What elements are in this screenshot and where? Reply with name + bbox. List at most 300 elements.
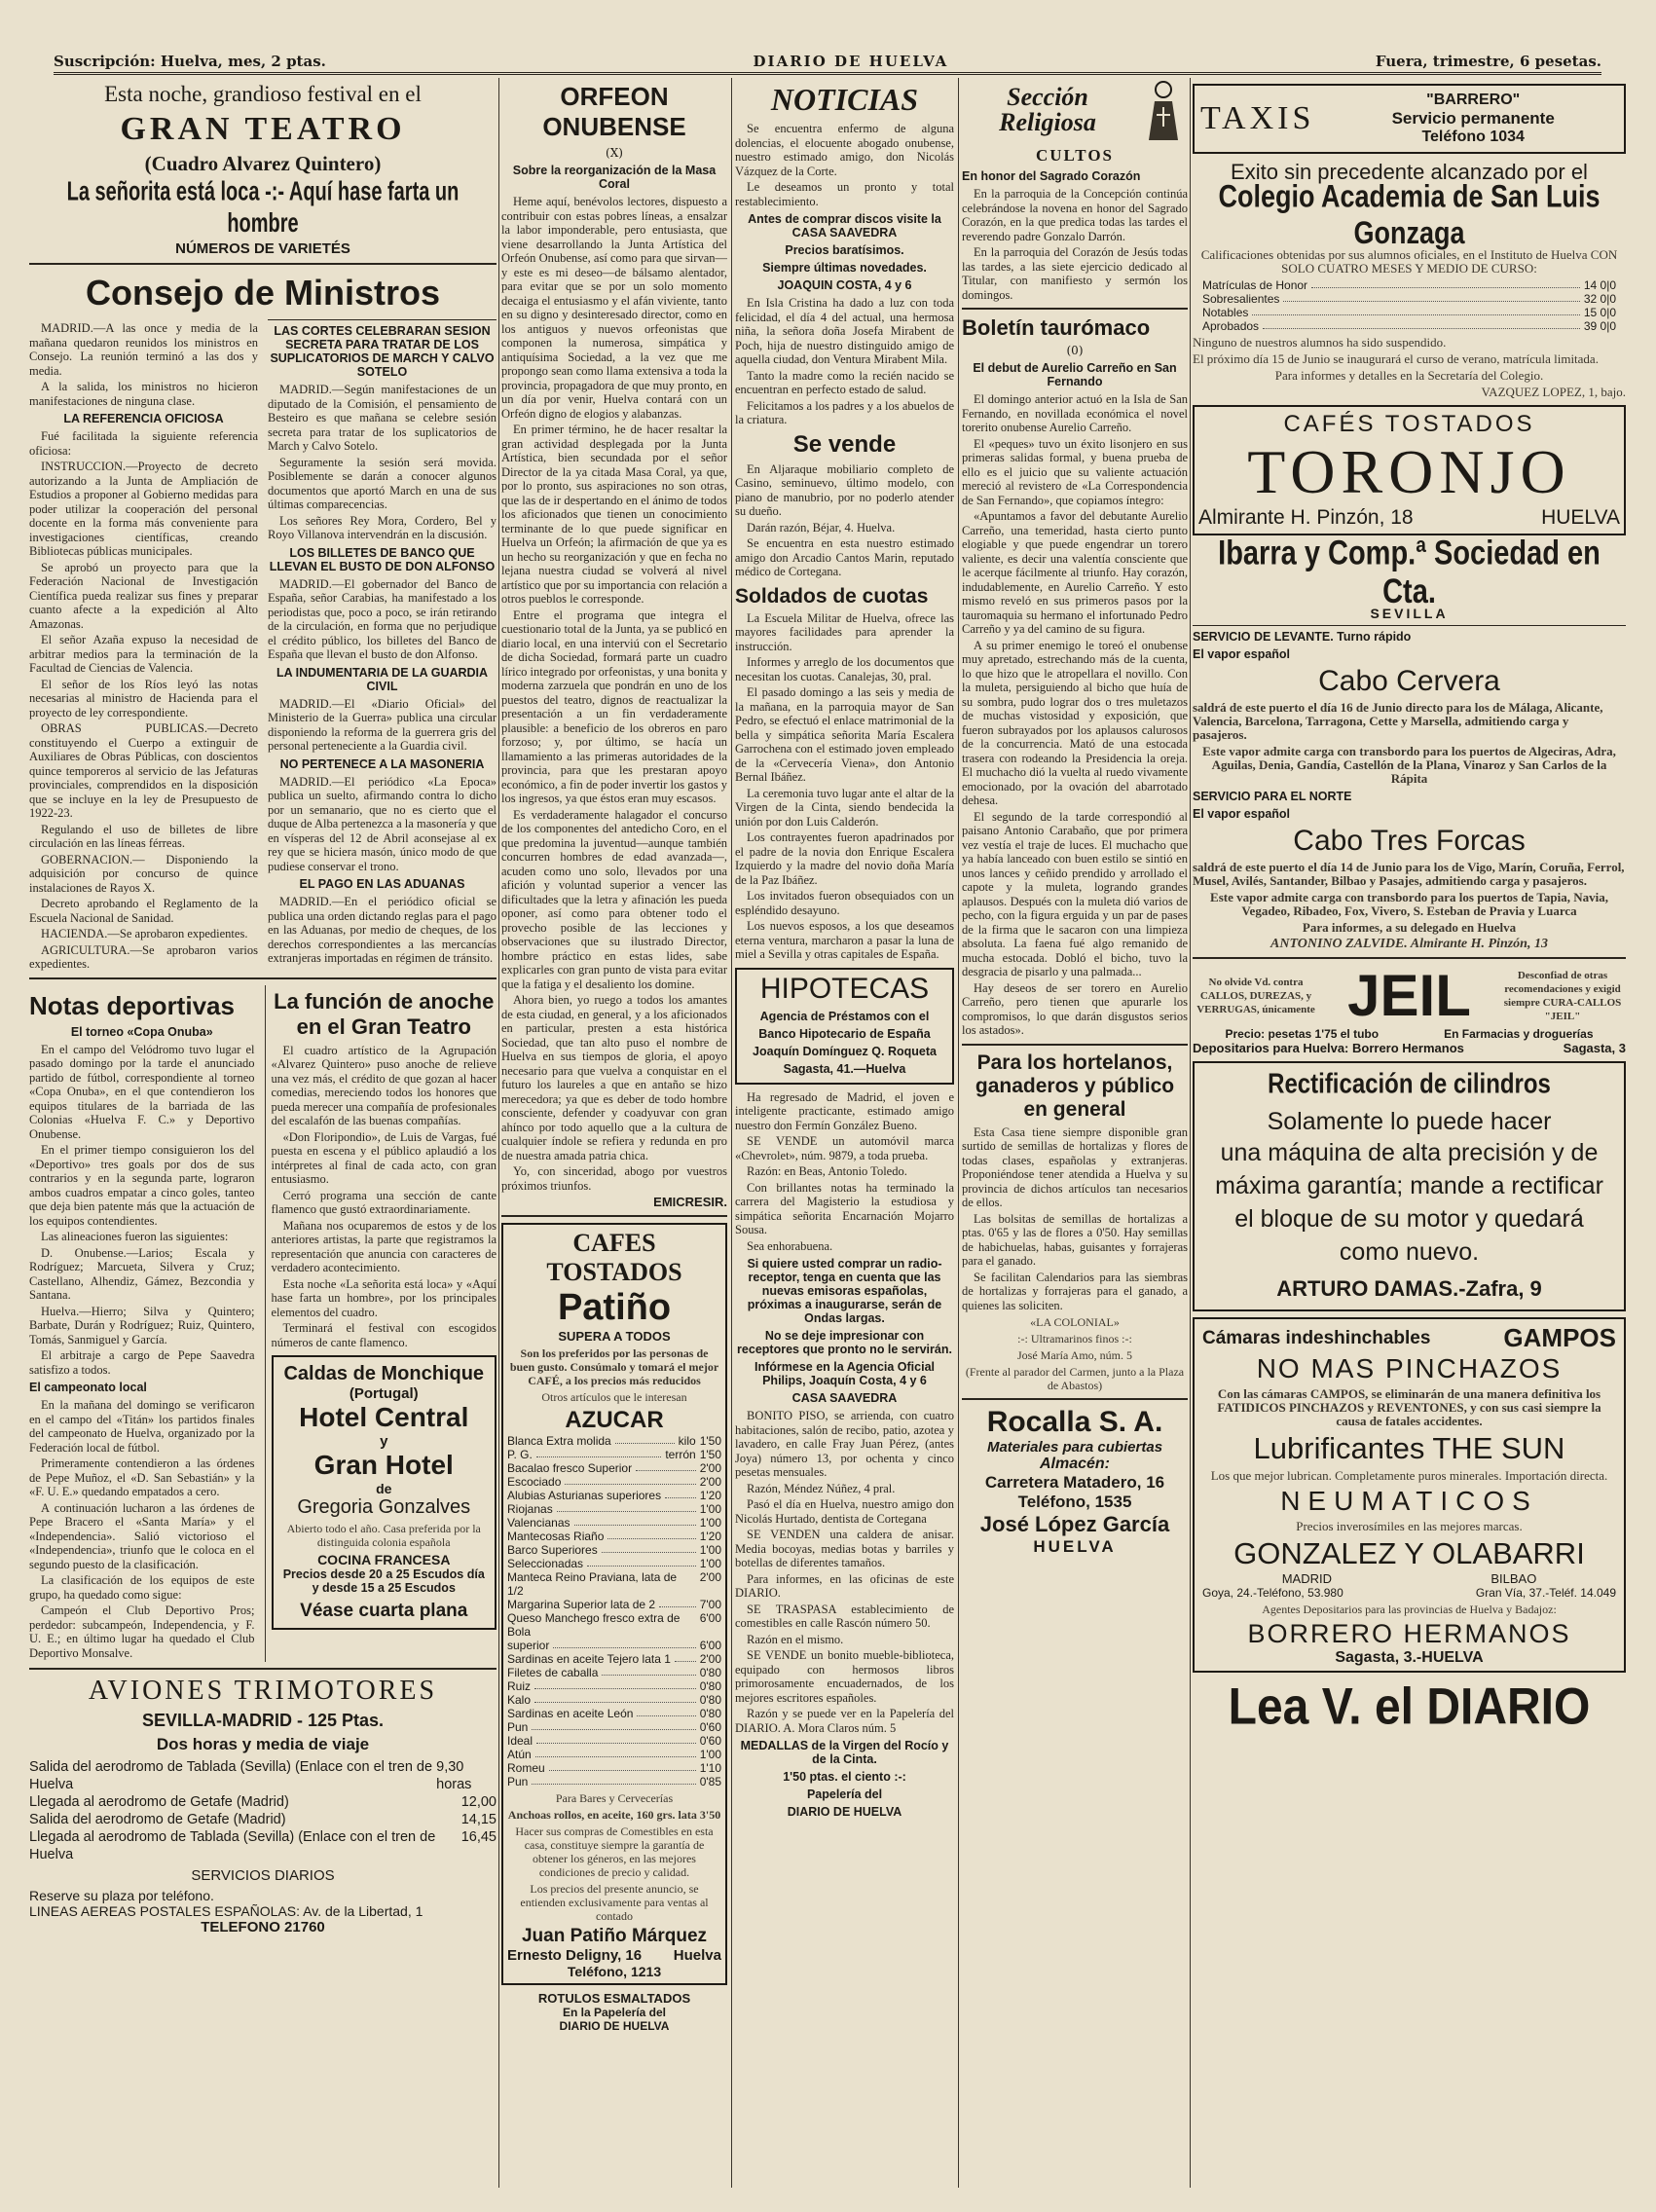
theatre-varietes: NÚMEROS DE VARIETÉS: [175, 240, 350, 257]
price-row: [507, 1434, 721, 1448]
price-value: 0'80: [699, 1693, 721, 1707]
campos-cities: [1202, 1571, 1616, 1586]
article-paragraph: El pasado domingo a las seis y media de la mañana, en la parroquia mayor de San Pedro, se efectuó el enlace matrimonial de la bella y simpática señorita María Escalera Garrochena con el estimado joven empleado de la «Cervecería Viena», don Antonio Bernal Ibáñez.: [735, 685, 954, 784]
article-subhead: El campeonato local: [29, 1381, 147, 1394]
article-paragraph: A la salida, los ministros no hicieron manifestaciones de ninguna clase.: [29, 380, 258, 408]
price-value: 0'60: [699, 1734, 721, 1748]
ad-line: Gran Vía, 37.-Teléf. 14.049: [1475, 1586, 1616, 1600]
ad-line: Anchoas rollos, en aceite, 160 grs. lata 3'50: [507, 1808, 721, 1822]
ad-line: El vapor español: [1193, 807, 1291, 821]
price-value: 0'80: [699, 1666, 721, 1679]
ad-line: Con las cámaras CAMPOS, se eliminarán de una manera definitiva los FATIDICOS PINCHAZOS y REVENTONES, y con sus casi siempre la causa de fatales accidentes.: [1217, 1386, 1601, 1428]
price-value: 15 0|0: [1583, 306, 1616, 319]
price-item: Kalo: [507, 1693, 532, 1707]
ad-line: No se deje impresionar con receptores que pronto no le servirán.: [737, 1329, 952, 1356]
column-divider: [498, 78, 499, 2188]
ad-line: MADRID: [1281, 1571, 1332, 1586]
dot-leader: [1252, 306, 1579, 315]
price-value: 1'50: [699, 1448, 721, 1461]
notas-title: Notas deportivas: [29, 990, 235, 1020]
ad-line: (Frente al parador del Carmen, junto a la Plaza de Abastos): [965, 1365, 1185, 1392]
price-list: [507, 1434, 721, 1788]
schedule-label: Llegada al aerodromo de Tablada (Sevilla) (Enlace con el tren de Huelva: [29, 1829, 436, 1862]
column-3: [735, 78, 954, 2188]
ad-line: AZUCAR: [565, 1407, 664, 1433]
article-paragraph: MADRID.—Según manifestaciones de un diputado de la Comisión, el pensamiento de Besteiro es que mañana se celebre sesión secreta para tratar de los suplicatorios de March y Calvo Sotelo.: [268, 383, 497, 453]
ad-line: HIPOTECAS: [759, 972, 930, 1005]
ad-line: Caldas de Monchique: [283, 1363, 485, 1384]
ad-line: Sagasta, 3.-HUELVA: [1335, 1649, 1484, 1666]
schedule-row: [29, 1828, 497, 1863]
theatre-name: GRAN TEATRO: [120, 111, 406, 147]
article-paragraph: AGRICULTURA.—Se aprobaron varios expedientes.: [29, 942, 258, 971]
ad-line: MEDALLAS de la Virgen del Rocío y de la Cinta.: [740, 1739, 949, 1766]
ad-line: TORONJO: [1247, 437, 1571, 506]
ad-line: Los que mejor lubrican. Completamente puros minerales. Importación directa.: [1210, 1468, 1608, 1483]
dot-leader: [534, 1693, 696, 1703]
article-paragraph: Darán razón, Béjar, 4. Huelva.: [747, 520, 896, 535]
dot-leader: [535, 1748, 696, 1757]
article-paragraph: Esta noche «La señorita está loca» y «Aquí hase farta un hombre», por los principales elementos del cuadro.: [271, 1276, 497, 1319]
price-item: Pun: [507, 1775, 529, 1788]
article-subhead: El debut de Aurelio Carreño en San Fernando: [973, 361, 1177, 388]
price-row: [507, 1761, 721, 1775]
ad-line: NO MAS PINCHAZOS: [1256, 1353, 1563, 1383]
ad-line: El vapor español: [1193, 647, 1291, 661]
ad-line: BORRERO HERMANOS: [1247, 1619, 1571, 1648]
ad-line: Colegio Academia de San Luis Gonzaga: [1218, 178, 1601, 250]
article-paragraph: En la mañana del domingo se verificaron en el campo del «Titán» los partidos finales del campeonato de Huelva, organizado por la Federación local de fútbol.: [29, 1398, 255, 1455]
ad-line: Para informes, a su delegado en Huelva: [1302, 920, 1517, 935]
column-divider: [1190, 78, 1191, 2188]
price-row: [507, 1461, 721, 1475]
ad-line: :-: Ultramarinos finos :-:: [1017, 1332, 1132, 1346]
ad-line: una máquina de alta precisión y de máxima garantía; mande a rectificar el bloque de su motor y quedará como nuevo.: [1215, 1139, 1603, 1266]
dot-leader: [1311, 278, 1580, 288]
dot-leader: [536, 1448, 662, 1457]
ad-line: JOAQUIN COSTA, 4 y 6: [777, 278, 912, 292]
ad-line: Son los preferidos por las personas de buen gusto. Consúmalo y tomará el mejor CAFÉ, a los precios más reducidos: [509, 1346, 719, 1387]
price-row: [507, 1666, 721, 1679]
article-paragraph: SE TRASPASA establecimiento de comestibles en calle Rascón número 50.: [735, 1602, 954, 1630]
dot-leader: [574, 1516, 696, 1526]
cultos-title: CULTOS: [1035, 146, 1115, 165]
ad-line: Para informes y detalles en la Secretaría del Colegio.: [1274, 368, 1544, 383]
price-value: 1'20: [699, 1530, 721, 1543]
article-paragraph: La ceremonia tuvo lugar ante el altar de la Virgen de la Cinta, siendo bendecida la unión por don Luis Calderón.: [735, 786, 954, 829]
price-item: Margarina Superior lata de 2: [507, 1598, 656, 1611]
price-row: [507, 1707, 721, 1720]
ad-line: Servicio permanente: [1391, 109, 1555, 128]
price-item: Matrículas de Honor: [1202, 278, 1308, 292]
article-paragraph: Huelva.—Hierro; Silva y Quintero; Barbate, Durán y Rodríguez; Ruiz, Quintero, Tomás, Sanmiguel y García.: [29, 1304, 255, 1346]
price-value: 0'80: [699, 1679, 721, 1693]
jeil-prices: [1193, 1027, 1626, 1041]
article-paragraph: Pasó el día en Huelva, nuestro amigo don Nicolás Hurtado, dentista de Cortegana: [735, 1497, 954, 1526]
price-row: [1202, 292, 1616, 306]
price-value: 1'00: [699, 1748, 721, 1761]
masoneria-title: NO PERTENECE A LA MASONERIA: [279, 756, 485, 771]
schedule-row: [29, 1758, 497, 1793]
article-paragraph: Razón y se puede ver en la Papelería del DIARIO. A. Mora Claros núm. 5: [735, 1707, 954, 1735]
toronjo-ad: [1193, 405, 1626, 535]
ad-line: Ninguno de nuestros alumnos ha sido suspendido.: [1193, 335, 1447, 350]
ad-line: 1'50 ptas. el ciento :-:: [783, 1770, 906, 1784]
article-paragraph: SE VENDEN una caldera de anisar. Media bocoyas, medias botas y barriles y botellas de diferentes tamaños.: [735, 1528, 954, 1569]
ad-line: José María Amo, núm. 5: [1017, 1348, 1132, 1362]
article-paragraph: En la parroquia de la Concepción continúa celebrándose la novena en honor del Sagrado Corazón, en la que predica todas las tardes el reverendo padre Gonzalo Darrón.: [962, 187, 1188, 243]
ad-line: GONZALEZ Y OLABARRI: [1233, 1536, 1585, 1570]
aviones-route: SEVILLA-MADRID - 125 Ptas.: [141, 1711, 385, 1730]
dot-leader: [532, 1720, 695, 1730]
price-item: Mantecosas Riaño: [507, 1530, 605, 1543]
ad-line: Precios desde 20 a 25 Escudos día y desde 15 a 25 Escudos: [282, 1567, 485, 1595]
article-paragraph: Le deseamos un pronto y total restablecimiento.: [735, 180, 954, 208]
article-paragraph: El señor de los Ríos leyó las notas necesarias al ministro de Hacienda para el proyecto de ley correspondiente.: [29, 677, 258, 719]
ad-line: Si quiere usted comprar un radio-receptor, tenga en cuenta que las nuevas emisoras españolas, próximas a inaugurarse, serán de Ondas largas.: [747, 1257, 942, 1325]
hipotecas-ad: [735, 968, 954, 1085]
price-unit: kilo: [678, 1434, 696, 1448]
ad-line: VAZQUEZ LOPEZ, 1, bajo.: [1481, 385, 1626, 399]
schedule-time: 16,45: [460, 1829, 497, 1845]
price-row: [507, 1598, 721, 1611]
price-value: 0'85: [699, 1775, 721, 1788]
diario-ad: Lea V. el DIARIO: [1228, 1678, 1591, 1736]
article-paragraph: Tanto la madre como la recién nacido se encuentran en perfecto estado de salud.: [735, 368, 954, 396]
rocalla-ad: [962, 1406, 1188, 1557]
schedule-time: 9,30 horas: [436, 1759, 472, 1792]
ad-line: Gregoria Gonzalves: [297, 1496, 471, 1518]
ad-line: En Farmacias y droguerías: [1444, 1027, 1594, 1041]
article-paragraph: Se encuentra enfermo de alguna dolencias, el elocuente abogado onubense, nuestro estimado amigo, don Nicolás Vázquez de la Corte.: [735, 122, 954, 178]
price-row: [507, 1693, 721, 1707]
article-paragraph: En el campo del Velódromo tuvo lugar el pasado domingo por la tarde el anunciado partido de fútbol, correspondiente al torneo «Copa Onuba», en el que contendieron los equipos titulares de la barriada de las Colonias «Huelva F. C.» y Deportivo Onubense.: [29, 1042, 255, 1141]
article-paragraph: SE VENDE un bonito mueble-biblioteca, equipado con hermosos libros primorosamente encuadernados, de los mejores escritores españoles.: [735, 1648, 954, 1705]
price-value: 1'00: [699, 1502, 721, 1516]
article-paragraph: Razón en el mismo.: [747, 1632, 844, 1646]
notas-column: [29, 985, 255, 1663]
article-paragraph: El arbitraje a cargo de Pepe Saavedra satisfizo a todos.: [29, 1348, 255, 1377]
theatre-company: (Cuadro Alvarez Quintero): [144, 152, 382, 175]
column-divider: [731, 78, 732, 2188]
ad-line: Goya, 24.-Teléfono, 53.980: [1202, 1586, 1343, 1600]
hortelanos-title: Para los hortelanos, ganaderos y público en general: [975, 1051, 1175, 1121]
article-paragraph: Regulando el uso de billetes de libre circulación en las líneas férreas.: [29, 822, 258, 850]
ad-line: Cámaras indeshinchables: [1202, 1327, 1431, 1348]
masthead: [54, 51, 1601, 75]
article-paragraph: Mañana nos ocuparemos de estos y de los anteriores artistas, la parte que registramos la representación que anuncia con caracteres de verdadero acontecimiento.: [271, 1218, 497, 1274]
jeil-ad: [1193, 965, 1626, 1055]
article-paragraph: Se facilitan Calendarios para las siembras de hortalizas y forrajeras para el ganado, a quienes las soliciten.: [962, 1270, 1188, 1312]
ad-line: Patiño: [557, 1287, 672, 1328]
theatre-program: La señorita está loca -:- Aquí hase farta un hombre: [66, 176, 460, 239]
article-paragraph: Hay deseos de ser torero en Aurelio Carreño, pero tienen que apurarle los compromisos, lo que darán disgustos serios los astados».: [962, 980, 1188, 1037]
price-row: [507, 1516, 721, 1530]
price-row: [507, 1639, 721, 1652]
ad-line: Hotel Central: [299, 1402, 469, 1432]
article-paragraph: A su primer enemigo le toreó el onubense muy apretado, estrechando más de la cuenta, lo que hizo que le atropellara el novillo. Con la muleta, persiguiendo al bicho que huía de su sombra, pudo lograr dos o tres muletazos de muchas vistosidad y exposición, que fueron subrayados por los aplausos calurosos de la concurrencia. Mató de una estocada trasera con rodeando la Presidencia la oreja. El muchacho dió la vuelta al ruedo vivamente emocionado, por la ovación del abarrotado dehesa.: [962, 638, 1188, 807]
jeil-depositary: [1193, 1041, 1626, 1055]
ad-line: Depositarios para Huelva: Borrero Hermanos: [1193, 1041, 1464, 1055]
aviones-ad: [29, 1676, 497, 1936]
dot-leader: [675, 1652, 696, 1662]
ad-line: Desconfiad de otras recomendaciones y exigid siempre CURA-CALLOS "JEIL": [1503, 970, 1622, 1022]
ad-line: «LA COLONIAL»: [1030, 1315, 1120, 1329]
article-paragraph: El «peques» tuvo un éxito lisonjero en sus primeras salidas formal, y buena prueba de ello es el juicio que su valiente actuación mereció al revistero de «La Correspondencia de San Fernando», que copiamos íntegro:: [962, 436, 1188, 507]
article-paragraph: En la parroquia del Corazón de Jesús todas las tardes, a las siete ejercicio dedicado al Titular, con manifiesto y sermón los domingos.: [962, 245, 1188, 302]
ad-line: ANTONINO ZALVIDE. Almirante H. Pinzón, 13: [1270, 937, 1548, 951]
price-row: [507, 1557, 721, 1570]
ad-line: COCINA FRANCESA: [317, 1552, 451, 1567]
subscription-local: Suscripción: Huelva, mes, 2 ptas.: [54, 53, 326, 70]
aviones-phone: TELEFONO 21760: [201, 1919, 325, 1936]
price-item: Queso Manchego fresco extra de Bola: [507, 1611, 681, 1639]
ad-line: Gran Hotel: [313, 1450, 454, 1480]
aviones-duration: Dos horas y media de viaje: [156, 1735, 370, 1753]
ad-line: SERVICIO PARA EL NORTE: [1193, 790, 1352, 803]
price-item: superior: [507, 1639, 550, 1652]
price-item: Manteca Reino Praviana, lata de 1/2: [507, 1570, 678, 1598]
dot-leader: [553, 1639, 695, 1648]
price-value: 14 0|0: [1583, 278, 1616, 292]
schedule-row: [29, 1793, 497, 1811]
ad-line: Antes de comprar discos visite la CASA SAAVEDRA: [748, 212, 941, 240]
article-paragraph: Ha regresado de Madrid, el joven e inteligente practicante, estimado amigo nuestro don Fermín González Bueno.: [735, 1089, 954, 1132]
ad-line: Precios inverosímiles en las mejores marcas.: [1296, 1519, 1523, 1533]
ad-line: saldrá de este puerto el día 16 de Junio directo para los de Málaga, Alicante, Valencia, Barcelona, Tarragona, Cette y Marsella, admitiendo carga y pasajeros.: [1193, 700, 1603, 742]
price-row: [507, 1448, 721, 1461]
price-item: Romeu: [507, 1761, 545, 1775]
price-value: 0'80: [699, 1707, 721, 1720]
article-paragraph: HACIENDA.—Se aprobaron expedientes.: [41, 927, 248, 940]
ad-line: y: [380, 1433, 388, 1450]
article-paragraph: Decreto aprobando el Reglamento de la Escuela Nacional de Sanidad.: [29, 897, 258, 925]
ad-line: Siempre últimas novedades.: [762, 261, 927, 275]
article-paragraph: Felicitamos a los padres y a los abuelos de la criatura.: [735, 398, 954, 426]
article-paragraph: La clasificación de los equipos de este grupo, ha quedado como sigue:: [29, 1573, 255, 1602]
ad-line: CASA SAAVEDRA: [791, 1391, 898, 1405]
seccion-header: [962, 78, 1188, 142]
schedule-time: 14,15: [460, 1812, 497, 1827]
article-paragraph: A continuación lucharon a las órdenes de Pepe Bracero el «Santa María» y el «Independencia». Salió victorioso el «Independencia», triunfo que le coloca en el segundo puesto de la clasificación.: [29, 1500, 255, 1571]
orfeon-subtitle: Sobre la reorganización de la Masa Coral: [512, 164, 717, 191]
ad-line: Carretera Matadero, 16: [984, 1473, 1165, 1492]
dot-leader: [607, 1530, 695, 1539]
price-value: 6'00: [699, 1639, 721, 1652]
article-paragraph: MADRID.—El «Diario Oficial» del Ministerio de la Guerra» publica una circular disponiendo la reforma de la guerrera gris del personal perteneciente a la Guardia civil.: [268, 696, 497, 753]
ad-line: Banco Hipotecario de España: [758, 1026, 931, 1041]
article-paragraph: Cerró programa una sección de cante flamenco que gustó extraordinariamente.: [271, 1188, 497, 1216]
ad-line: Hacer sus compras de Comestibles en esta casa, constituye siempre la garantía de obtener los géneros, en las mejores condiciones de precio y calidad.: [515, 1825, 714, 1879]
price-item: Alubias Asturianas superiores: [507, 1489, 662, 1502]
price-item: Ruiz: [507, 1679, 532, 1693]
rotulos-line: DIARIO DE HUELVA: [559, 2019, 670, 2033]
price-row: [507, 1652, 721, 1666]
ad-line: Sagasta, 3: [1563, 1041, 1626, 1055]
price-value: 1'20: [699, 1489, 721, 1502]
consejo-body: [29, 319, 497, 972]
ad-line: Agentes Depositarios para las provincias de Huelva y Badajoz:: [1262, 1603, 1557, 1616]
article-paragraph: En Isla Cristina ha dado a luz con toda felicidad, el día 4 del actual, una hermosa niña, la señora doña Josefa Mirabent de Poch, hija de nuestro distinguido amigo de aquella ciudad, don Ventura Mirabent Mila.: [735, 296, 954, 366]
ad-line: Cabo Tres Forcas: [1293, 825, 1526, 857]
article-paragraph: Para informes, en las oficinas de este DIARIO.: [735, 1571, 954, 1600]
ad-line: (Portugal): [349, 1385, 419, 1402]
rotulos-line: ROTULOS ESMALTADOS: [537, 1991, 691, 2006]
ad-line: Para Bares y Cervecerías: [555, 1791, 674, 1805]
colegio-ad: [1193, 160, 1626, 399]
ad-line: Este vapor admite carga con transbordo para los puertos de Tapia, Navia, Vegadeo, Ribadeo, Fox, Vivero, S. Esteban de Pravia y Luarca: [1210, 890, 1608, 918]
theatre-line1: Esta noche, grandioso festival en el: [104, 82, 422, 106]
article-paragraph: Informes y arreglo de los documentos que necesitan los cuotas. Canalejas, 30, pral.: [735, 655, 954, 683]
article-paragraph: Seguramente la sesión será movida. Posiblemente se darán a conocer algunos documentos que aportó March en una de sus últimas comparecencias.: [268, 455, 497, 511]
article-paragraph: MADRID.—A las once y media de la mañana quedaron reunidos los ministros en Consejo. La reunión terminó a las dos y media.: [29, 321, 258, 378]
column-1: [29, 78, 497, 2188]
price-item: Valencianas: [507, 1516, 570, 1530]
dot-leader: [565, 1475, 695, 1485]
se-vende-title: Se vende: [792, 430, 897, 458]
ad-line: Sagasta, 41.—Huelva: [783, 1061, 906, 1076]
article-paragraph: D. Onubense.—Larios; Escala y Rodríguez; Marcueta, Silvera y Cruz; Castellano, Alhendiz, Gámez, Bezcondia y Santana.: [29, 1245, 255, 1302]
price-value: 32 0|0: [1583, 292, 1616, 306]
price-unit: terrón: [665, 1448, 696, 1461]
price-item: Seleccionadas: [507, 1557, 584, 1570]
ad-line: Véase cuarta plana: [300, 1601, 468, 1621]
ibarra-ad: [1193, 535, 1626, 951]
ad-line: Papelería del: [806, 1788, 883, 1801]
price-row: [1202, 278, 1616, 292]
article-paragraph: En Aljaraque mobiliario completo de Casino, seminuevo, último modelo, con piano de manubrio, por no poderlo atender su dueño.: [735, 461, 954, 518]
dot-leader: [637, 1707, 695, 1716]
article-paragraph: Entre el programa que integra el cuestionario total de la Junta, ya se publicó en diario local, en una interviú con el Secretario de dicha Sociedad, formará parte un cuadro lírico integrado por orfeonistas, y una bonita y moderna zarzuela que pondrán en uno de los puestos del teatro, dignos de reactualizar la presentación a un fin verdaderamente plausible: a beneficio de los obreros en paro forzoso; y, por último, se hacía un llamamiento a las primeras autoridades de la provincia, para que les prestaran apoyo económico, a fin de poder invertir los gastos y los ingresos, ya que éstos eran muy escasos.: [501, 608, 727, 805]
price-item: Bacalao fresco Superior: [507, 1461, 633, 1475]
article-paragraph: Fué facilitada la siguiente referencia oficiosa:: [29, 429, 258, 458]
dot-leader: [549, 1761, 696, 1771]
ad-line: SUPERA A TODOS: [558, 1329, 671, 1344]
article-paragraph: Ahora bien, yo ruego a todos los amantes de esta ciudad, en general, y a los aficionados en particular, presten a esta histórica Sociedad, que tan alto puso el nombre de Huelva en sus tiempos de gloria, el apoyo necesario para que vuelva a conquistar en el futuro los laureles a que en antaño se hizo merecedora; ya que es deber de todo hombre consciente, defender y coadyuvar con gran ahínco por todo aquello que a la cultura de cualquier índole se refiera y redunda en pro de nuestra amada patria chica.: [501, 993, 727, 1162]
ad-line: Este vapor admite carga con transbordo para los puertos de Algeciras, Adra, Aguilas, Denia, Gandía, Castellón de la Plana, Vinaroz y San Carlos de la Rápita: [1202, 744, 1616, 786]
price-row: [507, 1475, 721, 1489]
consejo-title: Consejo de Ministros: [85, 273, 441, 313]
price-row: [507, 1734, 721, 1748]
guardia-title: LA INDUMENTARIA DE LA GUARDIA CIVIL: [276, 665, 489, 693]
article-paragraph: Esta Casa tiene siempre disponible gran surtido de semillas de hortalizas y flores de todas clases, españolas y extranjeras. Proponiéndose tener atendida a Huelva y su provincia de dichos artículos tan necesarios de ellos.: [962, 1124, 1188, 1209]
ad-line: Huelva: [673, 1947, 721, 1964]
article-paragraph: Terminará el festival con escogidos números de cante flamenco.: [271, 1321, 497, 1349]
lower-section: [29, 985, 497, 1663]
ad-line: Solamente lo puede hacer: [1267, 1108, 1552, 1135]
article-paragraph: Las bolsitas de semillas de hortalizas a ptas. 0'65 y las de flores a 0'50. Hay semillas de habichuelas, habas, guisantes y forrajeras para el ganado.: [962, 1211, 1188, 1268]
article-paragraph: INSTRUCCION.—Proyecto de decreto autorizando a la Junta de Ampliación de Estudios a proponer al Gobierno medidas para poder utilizar la cooperación del personal docente en la forma más conveniente para investigaciones científicas, creando Bibliotecas públicas municipales.: [29, 460, 258, 558]
price-row: [507, 1543, 721, 1557]
article-paragraph: MADRID.—El gobernador del Banco de España, señor Carabias, ha manifestado a los periodistas que, poco a poco, se irán retirando de la circulación, en forma que no perjudique el crédito público, los billetes del Banco de España que llevan el busto de don Alfonso.: [268, 576, 497, 661]
article-paragraph: BONITO PISO, se arrienda, con cuatro habitaciones, salón de recibo, patio, azotea y lavadero, en calle Fray Juan Pérez, (antes Joya) número 13, por ochenta y cinco pesetas mensuales.: [735, 1409, 954, 1479]
price-row: [1202, 319, 1616, 333]
monchique-ad: [272, 1355, 497, 1630]
article-paragraph: Los invitados fueron obsequiados con un espléndido desayuno.: [735, 889, 954, 917]
article-paragraph: El domingo anterior actuó en la Isla de San Fernando, en novillada económica el novel torerito onubense Aurelio Carreño.: [962, 392, 1188, 434]
ad-line: Lubrificantes THE SUN: [1253, 1431, 1565, 1465]
ad-line: saldrá de este puerto el día 14 de Junio para los de Vigo, Marín, Coruña, Ferrol, Musel, Avilés, Santander, Bilbao y Pasajes, admitiendo carga y pasajeros.: [1193, 860, 1625, 888]
ad-line: Materiales para cubiertas: [986, 1439, 1163, 1456]
price-value: 2'00: [699, 1461, 721, 1475]
price-value: 1'10: [699, 1761, 721, 1775]
ad-line: No olvide Vd. contra CALLOS, DUREZAS, y VERRUGAS, únicamente: [1196, 977, 1315, 1015]
dot-leader: [636, 1461, 696, 1471]
ad-line: Almacén:: [1039, 1456, 1111, 1472]
ad-line: Infórmese en la Agencia Oficial Philips, Joaquín Costa, 4 y 6: [754, 1360, 936, 1387]
patino-ad: [501, 1223, 727, 1985]
price-item: Sobresalientes: [1202, 292, 1280, 306]
ad-address: [1198, 506, 1620, 530]
article-paragraph: MADRID.—El periódico «La Epoca» publica un suelto, afirmando contra lo dicho por un semanario, que no es cierto que el duque de Alba pertenezca a la masonería y que en vísperas del 12 de Abril aconsejase al ex rey que se hiciera masón, único modo de que pudiese conservar el trono.: [268, 774, 497, 873]
article-paragraph: «Apuntamos a favor del debutante Aurelio Carreño, una temeridad, hasta cierto punto elogiable y que puede engendrar un torero valiente, es decir una valentía consciente que le acerque fácilmente al triunfo. Hay corazón, indudablemente, en Aurelio Carreño. Y esto mismo reveló en sus primeros pasos por la tauromaquia su hermano el infortunado Pedro Carreño y ya del camino de su figura.: [962, 509, 1188, 636]
aviones-reserve: Reserve su plaza por teléfono.: [29, 1888, 214, 1903]
price-row: [507, 1775, 721, 1788]
price-value: 2'00: [699, 1652, 721, 1666]
price-value: 0'60: [699, 1720, 721, 1734]
ad-line: Otros artículos que le interesan: [541, 1390, 687, 1404]
price-value: 2'00: [699, 1570, 721, 1584]
column-4: [962, 78, 1188, 2188]
aviones-services: SERVICIOS DIARIOS: [191, 1867, 335, 1884]
theatre-ad: [29, 82, 497, 257]
price-item: Sardinas en aceite León: [507, 1707, 634, 1720]
article-paragraph: Yo, con sinceridad, abogo por vuestros próximos triunfos.: [501, 1164, 727, 1193]
schedule-label: Salida del aerodromo de Tablada (Sevilla) (Enlace con el tren de Huelva: [29, 1759, 433, 1792]
ad-line: GAMPOS: [1503, 1323, 1616, 1352]
ad-line: Ernesto Deligny, 16: [507, 1947, 643, 1964]
article-paragraph: OBRAS PUBLICAS.—Decreto constituyendo el Cuerpo a extinguir de Auxiliares de Obras Públicas, con doscientos quince temporeros al servicio de las Jefaturas provinciales, comprendidos en la disposición que se incluye en la ley de Presupuesto de 1922-23.: [29, 721, 258, 820]
soldados-title: Soldados de cuotas: [735, 584, 929, 608]
dot-leader: [659, 1598, 696, 1607]
ad-line: DIARIO DE HUELVA: [787, 1805, 902, 1819]
article-subhead: LA REFERENCIA OFICIOSA: [63, 412, 224, 425]
campos-ad: [1193, 1317, 1626, 1673]
taurino-title: Boletín taurómaco: [962, 315, 1151, 340]
article-signature: EMICRESIR.: [653, 1195, 727, 1209]
price-item: Blanca Extra molida: [507, 1434, 611, 1448]
campos-header: [1202, 1323, 1616, 1353]
price-item: P. G.: [507, 1448, 533, 1461]
article-paragraph: GOBERNACION.— Disponiendo la adquisición por concurso de quince instalaciones de Rayos X.: [29, 852, 258, 895]
article-paragraph: Los contrayentes fueron apadrinados por el padre de la novia don Enrique Escalera Izquierdo y la madre del novio doña María de la Paz Ibáñez.: [735, 830, 954, 887]
ad-line: BILBAO: [1490, 1571, 1537, 1586]
rectificacion-ad: [1193, 1061, 1626, 1311]
article-paragraph: El cuadro artístico de la Agrupación «Alvarez Quintero» puso anoche de relieve una vez más, el crédito de que gozan al hacer comedias, mereciendo todos los honores que pueda merecer una compañía de profesionales del escalafón de las buenas compañías.: [271, 1043, 497, 1127]
ad-line: TAXIS: [1200, 100, 1315, 136]
column-5: [1193, 78, 1626, 2188]
ad-line: Abierto todo el año. Casa preferida por la distinguida colonia española: [286, 1522, 481, 1549]
ad-line: CAFES TOSTADOS: [546, 1229, 682, 1286]
column-2: [501, 78, 727, 2188]
price-value: 2'00: [699, 1475, 721, 1489]
price-row: [1202, 306, 1616, 319]
price-row: [507, 1748, 721, 1761]
price-item: Filetes de caballa: [507, 1666, 599, 1679]
price-item: Barco Superiores: [507, 1543, 598, 1557]
article-paragraph: Es verdaderamente halagador el concurso de los componentes del antedicho Coro, en el que predomina la juventud—aunque también concurren hombres de edad avanzada—, acuden como uno solo, llevados por una afición y voluntad superior a vencer las dificultades que la letra y afinación les pueda oponer, así como para obtener todo el provecho posible de las lecciones y observaciones que su ilustrado Director, hombre práctico en estas lides, sabe explicarles con gran punto de vista para evitar que la fatiga y el desaliento los domine.: [501, 807, 727, 991]
price-value: 1'50: [699, 1434, 721, 1448]
article-paragraph: Primeramente contendieron a las órdenes de Pepe Muñoz, el «D. San Sebastián» y la «F. U. E.» quedando empatados a cero.: [29, 1456, 255, 1498]
ad-line: El próximo día 15 de Junio se inaugurará el curso de verano, matrícula limitada.: [1193, 351, 1599, 366]
price-item: Sardinas en aceite Tejero lata 1: [507, 1652, 671, 1666]
ad-line: Los precios del presente anuncio, se entienden exclusivamente para ventas al contado: [520, 1882, 709, 1923]
price-row: [507, 1570, 721, 1598]
article-paragraph: El segundo de la tarde correspondió al paisano Antonio Carabaño, que por primera vez vestía el traje de luces. El muchacho que ya había lanceado con buen estilo se sintió en unos lances y ceñido prendido y arrollado el capote y la muleta, logrando grandes aplausos. Después con la muleta dió varios de pecho, con la figura erguida y un par de pases de la firma que le sacaron con una limpieza absoluta. La faena fué algo remanido de mucha estocada. Dobló el bicho, tuvo la desgracia de pisarlo y una palmada...: [962, 809, 1188, 978]
article-paragraph: MADRID.—En el periódico oficial se publica una orden dictando reglas para el pago en las Aduanas, por medio de cheques, de los derechos correspondientes a las mercancías extranjeras importadas en régimen de tránsito.: [268, 895, 497, 965]
ad-line: Cabo Cervera: [1318, 665, 1500, 697]
dot-leader: [534, 1679, 696, 1689]
